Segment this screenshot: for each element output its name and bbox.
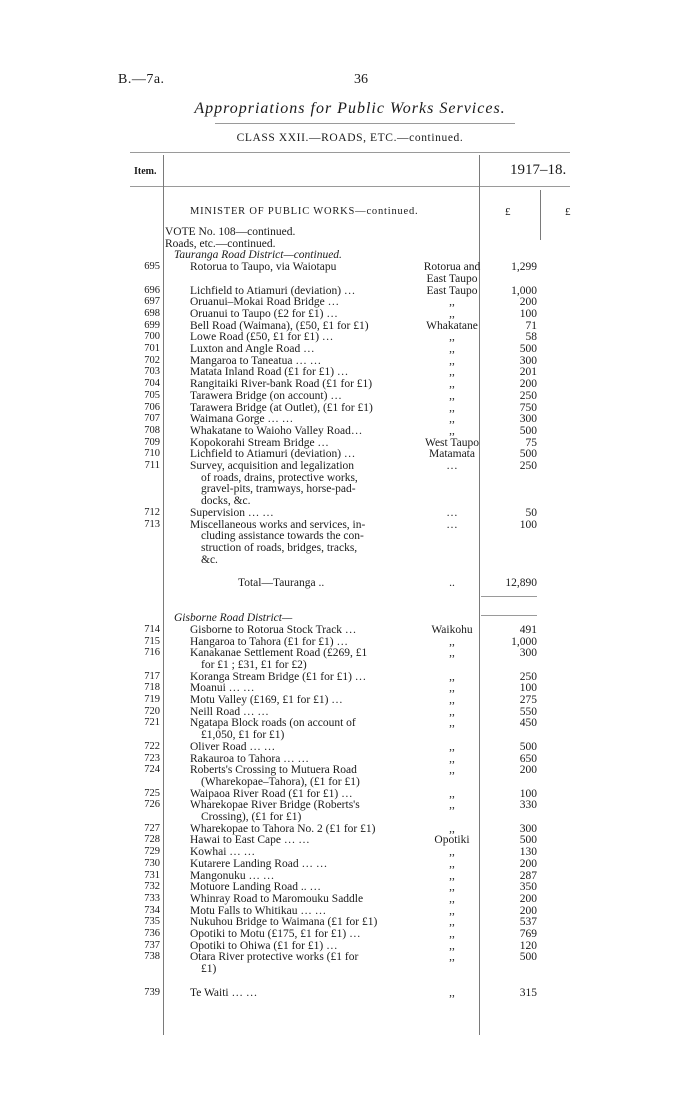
item-amount: 130: [519, 846, 537, 859]
table-row: [0, 308, 700, 320]
item-description: Tarawera Bridge (on account) …: [190, 389, 342, 402]
item-description: cluding assistance towards the con-: [201, 530, 364, 543]
item-description: docks, &c.: [201, 495, 251, 508]
item-description: Motu Falls to Whitikau … …: [190, 904, 327, 917]
item-number: 733: [144, 892, 160, 904]
item-description: Kutarere Landing Road … …: [190, 857, 328, 870]
item-number: 704: [144, 378, 160, 390]
item-number: 708: [144, 424, 160, 436]
table-row: [0, 963, 700, 975]
item-description: Tarawera Bridge (at Outlet), (£1 for £1): [190, 401, 373, 414]
table-row: [0, 507, 700, 519]
electoral-district: ,,: [449, 296, 455, 309]
item-description: Mangonuku … …: [190, 869, 275, 882]
header-bottom-rule: [130, 186, 570, 187]
item-number: 714: [144, 623, 160, 635]
electoral-district: ,,: [449, 928, 455, 940]
electoral-district: ,,: [449, 717, 455, 730]
item-description: Rangitaiki River-bank Road (£1 for £1): [190, 378, 373, 391]
item-amount: 250: [519, 670, 537, 683]
item-number: 737: [144, 939, 160, 951]
electoral-district: ,,: [449, 799, 455, 812]
item-description: Rakauroa to Tahora … …: [190, 752, 310, 765]
item-description: Oruanui to Taupo (£2 for £1) …: [190, 307, 338, 320]
item-number: 730: [144, 857, 160, 869]
item-amount: 500: [519, 834, 537, 847]
item-number: 715: [144, 635, 160, 647]
item-amount: 100: [519, 307, 537, 320]
item-description: Lichfield to Atiamuri (deviation) …: [190, 448, 356, 461]
table-row: [0, 331, 700, 343]
electoral-district: ,,: [449, 389, 455, 402]
item-description: Kanakanae Settlement Road (£269, £1: [190, 647, 368, 660]
item-number: 695: [144, 261, 160, 273]
item-number: 731: [144, 869, 160, 881]
item-amount: 330: [519, 799, 537, 812]
item-number: 697: [144, 296, 160, 308]
item-amount: 200: [519, 892, 537, 905]
table-row: [0, 273, 700, 285]
item-amount: 500: [519, 424, 537, 437]
table-row: [0, 636, 700, 648]
electoral-district: …: [446, 460, 458, 472]
table-row: [0, 940, 700, 952]
electoral-district: ..: [449, 577, 455, 589]
electoral-district: Opotiki: [434, 834, 470, 847]
item-description: &c.: [201, 553, 218, 566]
item-amount: 537: [519, 916, 537, 929]
item-amount: 550: [519, 705, 537, 718]
table-row: [0, 519, 700, 531]
electoral-district: ,,: [449, 740, 455, 753]
item-amount: 200: [519, 904, 537, 917]
item-description: Wharekopae River Bridge (Roberts's: [190, 799, 360, 812]
table-row: [0, 671, 700, 683]
table-row: [0, 706, 700, 718]
item-number: 739: [144, 986, 160, 998]
item-amount: 200: [519, 296, 537, 309]
item-description: Lowe Road (£50, £1 for £1) …: [190, 331, 334, 344]
item-amount: 750: [519, 401, 537, 414]
electoral-district: Rotorua and: [423, 261, 481, 274]
item-number: 735: [144, 916, 160, 928]
item-number: 719: [144, 694, 160, 705]
table-row: [0, 460, 700, 472]
item-amount: 769: [519, 928, 537, 940]
item-description: Oruanui–Mokai Road Bridge …: [190, 296, 340, 309]
table-row: [0, 753, 700, 765]
item-description: Survey, acquisition and legalization: [190, 460, 355, 472]
table-row: [0, 846, 700, 858]
electoral-district: ,,: [449, 670, 455, 683]
item-amount: 250: [519, 389, 537, 402]
table-row: [0, 928, 700, 940]
electoral-district: ,,: [449, 986, 455, 999]
item-amount: 201: [519, 366, 537, 379]
item-number: 698: [144, 307, 160, 319]
electoral-district: ,,: [449, 857, 455, 870]
total-label: Total—Tauranga ..: [238, 577, 325, 589]
table-row: [0, 647, 700, 659]
table-row: [0, 916, 700, 928]
item-number: 706: [144, 401, 160, 413]
item-amount: 200: [519, 764, 537, 777]
item-amount: 315: [519, 986, 537, 999]
table-row: [0, 366, 700, 378]
item-amount: 1,299: [511, 261, 537, 274]
minister-heading: MINISTER OF PUBLIC WORKS—continued.: [190, 206, 419, 217]
item-description: Supervision … …: [190, 506, 274, 519]
table-row: [0, 425, 700, 437]
item-number: 736: [144, 928, 160, 939]
electoral-district: ,,: [449, 892, 455, 905]
item-amount: 58: [525, 331, 537, 344]
item-description: of roads, drains, protective works,: [201, 471, 358, 484]
electoral-district: …: [446, 506, 458, 519]
table-row: [0, 717, 700, 729]
total-bottom-rule: [481, 615, 537, 616]
table-row: [0, 729, 700, 741]
table-row: [0, 577, 700, 589]
item-amount: 100: [519, 682, 537, 695]
page-title: Appropriations for Public Works Services.: [194, 100, 506, 117]
table-row: [0, 226, 700, 238]
electoral-district: ,,: [449, 647, 455, 660]
table-row: [0, 870, 700, 882]
spacer-row: [0, 565, 700, 577]
electoral-district: ,,: [449, 846, 455, 859]
item-number: 702: [144, 354, 160, 366]
table-row: [0, 320, 700, 332]
item-amount: 200: [519, 857, 537, 870]
electoral-district: ,,: [449, 869, 455, 882]
electoral-district: West Taupo: [425, 436, 479, 449]
electoral-district: ,,: [449, 307, 455, 320]
item-number: 696: [144, 284, 160, 296]
item-amount: 71: [525, 319, 537, 332]
item-description: Crossing), (£1 for £1): [201, 811, 302, 823]
item-number: 712: [144, 506, 160, 518]
table-row: [0, 624, 700, 636]
item-description: gravel-pits, tramways, horse-pad-: [201, 483, 356, 496]
table-row: [0, 881, 700, 893]
item-number: 703: [144, 366, 160, 378]
item-description: Kowhai … …: [190, 846, 256, 859]
table-row: [0, 542, 700, 554]
item-amount: 500: [519, 951, 537, 964]
item-number: 732: [144, 881, 160, 893]
item-amount: 491: [519, 623, 537, 636]
item-description: Matata Inland Road (£1 for £1) …: [190, 366, 349, 379]
table-row: [0, 694, 700, 706]
table-row: [0, 776, 700, 788]
electoral-district: ,,: [449, 787, 455, 800]
item-amount: 250: [519, 460, 537, 472]
item-amount: 100: [519, 518, 537, 531]
electoral-district: ,,: [449, 881, 455, 894]
item-description: Mangaroa to Taneatua … …: [190, 354, 322, 367]
item-number: 710: [144, 448, 160, 460]
table-row: [0, 296, 700, 308]
electoral-district: ,,: [449, 354, 455, 367]
table-row: [0, 811, 700, 823]
item-description: Rotorua to Taupo, via Waiotapu: [190, 261, 337, 274]
electoral-district: ,,: [449, 366, 455, 379]
table-row: [0, 659, 700, 671]
item-description: VOTE No. 108—continued.: [165, 226, 296, 238]
table-row: [0, 682, 700, 694]
table-row: [0, 788, 700, 800]
table-row: [0, 238, 700, 250]
electoral-district: ,,: [449, 904, 455, 917]
item-number: 724: [144, 764, 160, 776]
item-number: 700: [144, 331, 160, 343]
electoral-district: Whakatane: [426, 319, 478, 332]
item-number: 720: [144, 705, 160, 717]
item-amount: 300: [519, 822, 537, 835]
pound-symbol-1: £: [505, 206, 511, 218]
item-number: 713: [144, 518, 160, 530]
title-rule: [215, 123, 515, 124]
item-number: 721: [144, 717, 160, 729]
item-number: 699: [144, 319, 160, 331]
electoral-district: ,,: [449, 951, 455, 964]
table-row: [0, 249, 700, 261]
item-description: Waipaoa River Road (£1 for £1) …: [190, 787, 353, 800]
item-description: Opotiki to Motu (£175, £1 for £1) …: [190, 928, 361, 940]
electoral-district: ,,: [449, 635, 455, 648]
item-description: Hawai to East Cape … …: [190, 834, 310, 847]
table-row: [0, 823, 700, 835]
item-description: Oliver Road … …: [190, 740, 276, 753]
table-row: [0, 987, 700, 999]
table-row: [0, 437, 700, 449]
item-description: Lichfield to Atiamuri (deviation) …: [190, 284, 356, 297]
table-row: [0, 893, 700, 905]
table-row: [0, 951, 700, 963]
item-number: 727: [144, 822, 160, 834]
item-description: Miscellaneous works and services, in-: [190, 518, 366, 531]
electoral-district: Matamata: [429, 448, 475, 461]
spacer-row: [0, 975, 700, 987]
table-row: [0, 905, 700, 917]
item-description: Moanui … …: [190, 682, 255, 695]
item-description: Koranga Stream Bridge (£1 for £1) …: [190, 670, 367, 683]
item-number: 722: [144, 740, 160, 752]
table-row: [0, 483, 700, 495]
table-row: [0, 834, 700, 846]
total-top-rule: [481, 596, 537, 597]
item-number: 705: [144, 389, 160, 401]
electoral-district: East Taupo: [426, 284, 478, 297]
item-description: Waimana Gorge … …: [190, 413, 294, 426]
item-description: Otara River protective works (£1 for: [190, 951, 359, 964]
spacer-row: [0, 600, 700, 612]
item-description: Wharekopae to Tahora No. 2 (£1 for £1): [190, 822, 376, 835]
electoral-district: ,,: [449, 822, 455, 835]
electoral-district: ,,: [449, 939, 455, 952]
table-row: [0, 355, 700, 367]
item-amount: 75: [525, 436, 537, 449]
item-description: Motuore Landing Road .. …: [190, 881, 321, 894]
header-top-rule: [130, 152, 570, 153]
table-row: [0, 858, 700, 870]
table-row: [0, 285, 700, 297]
item-description: Opotiki to Ohiwa (£1 for £1) …: [190, 939, 338, 952]
item-amount: 350: [519, 881, 537, 894]
item-description: Nukuhou Bridge to Waimana (£1 for £1): [190, 916, 378, 929]
item-number: 723: [144, 752, 160, 764]
item-number: 734: [144, 904, 160, 916]
electoral-district: ,,: [449, 331, 455, 344]
item-number: 707: [144, 413, 160, 425]
table-row: [0, 799, 700, 811]
table-row: [0, 612, 700, 624]
item-amount: 50: [525, 506, 537, 519]
item-description: Roads, etc.—continued.: [165, 237, 276, 250]
pound-symbol-2: £: [565, 206, 571, 218]
item-number: 711: [144, 460, 160, 471]
electoral-district: ,,: [449, 413, 455, 426]
item-amount: 100: [519, 787, 537, 800]
table-row: [0, 343, 700, 355]
item-amount: 450: [519, 717, 537, 730]
table-row: [0, 413, 700, 425]
electoral-district: ,,: [449, 705, 455, 718]
item-number: 728: [144, 834, 160, 846]
item-amount: 287: [519, 869, 537, 882]
item-description: Whakatane to Waioho Valley Road…: [190, 424, 363, 437]
table-row: [0, 261, 700, 273]
district-heading: Gisborne Road District—: [174, 612, 293, 625]
item-number: 717: [144, 670, 160, 682]
item-description: £1,050, £1 for £1): [201, 729, 285, 742]
electoral-district: ,,: [449, 694, 455, 706]
item-amount: 500: [519, 448, 537, 461]
electoral-district: Waikohu: [431, 623, 473, 636]
item-description: Bell Road (Waimana), (£50, £1 for £1): [190, 319, 369, 332]
item-number: 709: [144, 436, 160, 448]
item-amount: 1,000: [511, 635, 537, 648]
item-number: 738: [144, 951, 160, 963]
spacer-row: [0, 589, 700, 601]
item-description: Kopokorahi Stream Bridge …: [190, 436, 329, 449]
item-number: 725: [144, 787, 160, 799]
item-description: Te Waiti … …: [190, 986, 258, 999]
table-row: [0, 448, 700, 460]
district-heading: Tauranga Road District—continued.: [174, 249, 342, 262]
item-amount: 200: [519, 378, 537, 391]
item-amount: 275: [519, 694, 537, 706]
table-row: [0, 554, 700, 566]
electoral-district: ,,: [449, 916, 455, 929]
item-amount: 1,000: [511, 284, 537, 297]
electoral-district: ,,: [449, 343, 455, 355]
table-row: [0, 390, 700, 402]
item-amount: 650: [519, 752, 537, 765]
item-description: Gisborne to Rotorua Stock Track …: [190, 623, 357, 636]
item-description: Hangaroa to Tahora (£1 for £1) …: [190, 635, 349, 648]
item-description: Motu Valley (£169, £1 for £1) …: [190, 694, 343, 706]
electoral-district: ,,: [449, 752, 455, 765]
table-row: [0, 530, 700, 542]
item-number: 726: [144, 799, 160, 811]
electoral-district: ,,: [449, 424, 455, 437]
item-amount: 500: [519, 343, 537, 355]
item-number: 716: [144, 647, 160, 659]
item-number: 718: [144, 682, 160, 694]
electoral-district: East Taupo: [426, 272, 478, 285]
item-description: Whinray Road to Maromouku Saddle: [190, 892, 364, 905]
item-amount: 120: [519, 939, 537, 952]
item-amount: 300: [519, 647, 537, 660]
item-column-header: Item.: [134, 166, 157, 177]
item-description: for £1 ; £31, £1 for £2): [201, 658, 307, 671]
page-number: 36: [354, 72, 368, 87]
item-amount: 300: [519, 413, 537, 426]
item-number: 701: [144, 343, 160, 354]
item-description: struction of roads, bridges, tracks,: [201, 541, 358, 554]
electoral-district: ,,: [449, 682, 455, 695]
table-row: [0, 495, 700, 507]
item-number: 729: [144, 846, 160, 858]
electoral-district: ,,: [449, 764, 455, 777]
item-amount: 300: [519, 354, 537, 367]
electoral-district: ,,: [449, 378, 455, 391]
electoral-district: …: [446, 518, 458, 531]
table-row: [0, 741, 700, 753]
item-description: £1): [201, 963, 217, 976]
year-column-header: 1917–18.: [510, 162, 567, 178]
document-reference: B.—7a.: [118, 72, 165, 87]
item-description: Roberts's Crossing to Mutuera Road: [190, 764, 357, 777]
class-subtitle: CLASS XXII.—ROADS, ETC.—continued.: [236, 132, 464, 144]
total-amount: 12,890: [505, 577, 537, 589]
item-amount: 500: [519, 740, 537, 753]
table-row: [0, 764, 700, 776]
electoral-district: ,,: [449, 401, 455, 414]
table-row: [0, 402, 700, 414]
item-description: Ngatapa Block roads (on account of: [190, 717, 356, 730]
item-description: (Wharekopae–Tahora), (£1 for £1): [201, 775, 360, 788]
table-row: [0, 378, 700, 390]
item-description: Neill Road … …: [190, 705, 269, 718]
table-row: [0, 472, 700, 484]
item-description: Luxton and Angle Road …: [190, 343, 315, 355]
